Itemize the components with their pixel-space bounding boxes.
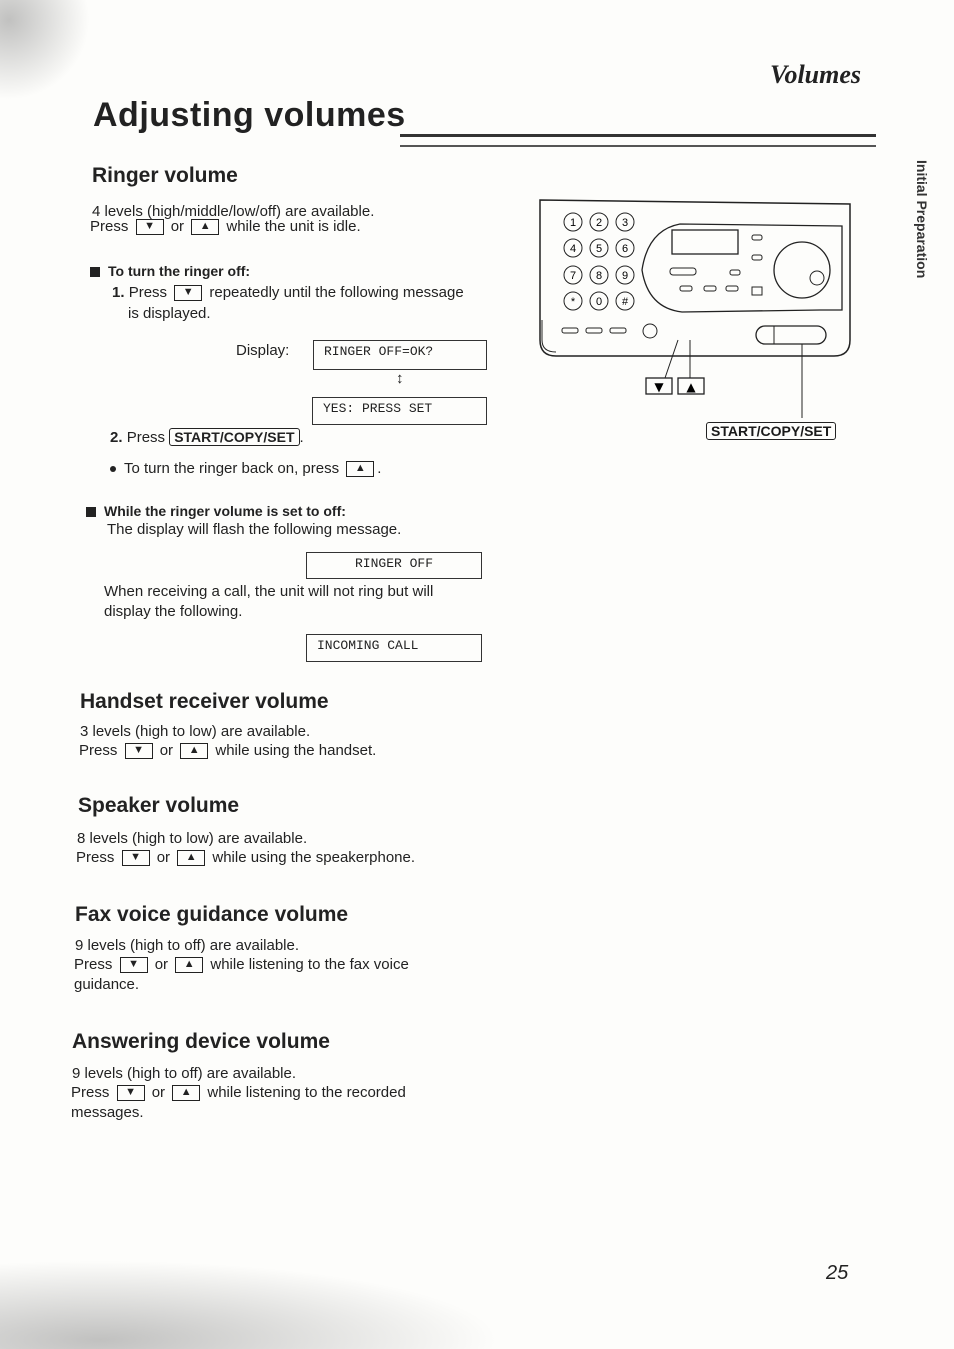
arrow-icon: ↕ — [396, 370, 404, 387]
or-text: or — [154, 956, 169, 973]
handset-press-line — [79, 742, 376, 760]
back-on-text: To turn the ringer back on, press — [124, 460, 340, 477]
key-1: 1 — [569, 217, 577, 229]
lcd-display-4: INCOMING CALL — [306, 634, 482, 662]
key-6: 6 — [621, 243, 629, 255]
while-off-heading — [86, 503, 346, 519]
press-text: Press — [76, 849, 115, 866]
key-star: * — [570, 296, 576, 308]
key-2: 2 — [595, 217, 603, 229]
answering-tail-2: messages. — [71, 1104, 144, 1121]
step-2-end: . — [299, 429, 304, 446]
panel-button — [680, 286, 692, 291]
up-key-icon: ▲ — [191, 219, 219, 235]
or-text: or — [159, 742, 174, 759]
ringer-heading: Ringer volume — [92, 164, 238, 187]
up-key-icon: ▲ — [175, 957, 203, 973]
panel-button — [752, 287, 762, 295]
fax-voice-tail-2: guidance. — [74, 976, 140, 993]
fax-voice-press-line — [74, 956, 409, 974]
fax-voice-levels: 9 levels (high to off) are available. — [75, 937, 300, 954]
scan-shadow-top — [0, 0, 90, 100]
speaker-heading: Speaker volume — [78, 794, 240, 817]
turn-off-text: To turn the ringer off: — [108, 263, 251, 279]
speaker-grille — [774, 242, 830, 298]
machine-edge — [542, 320, 556, 352]
fax-voice-heading: Fax voice guidance volume — [75, 903, 349, 926]
while-off-text: While the ringer volume is set to off: — [104, 503, 346, 519]
up-key-icon: ▲ — [177, 850, 205, 866]
key-9: 9 — [621, 270, 629, 282]
bullet-icon — [110, 466, 116, 472]
keypad — [564, 213, 634, 310]
or-text: or — [156, 849, 171, 866]
step-1 — [112, 284, 512, 302]
tail-text: while listening to the recorded — [207, 1084, 406, 1101]
turn-off-heading — [90, 263, 250, 279]
function-button — [586, 328, 602, 333]
step-2-press: Press — [126, 429, 166, 446]
down-key-icon: ▼ — [136, 219, 164, 235]
step-2-number: 2. — [110, 429, 123, 446]
press-text: Press — [74, 956, 113, 973]
display-label: Display: — [236, 342, 290, 359]
ringer-levels: 4 levels (high/middle/low/off) are available. — [92, 203, 375, 220]
start-copy-set-button-label: START/COPY/SET — [169, 428, 299, 446]
panel-button — [752, 235, 762, 240]
leader-line — [665, 340, 678, 378]
receiving-text-2: display the following. — [104, 603, 243, 620]
while-off-desc: The display will flash the following message. — [107, 521, 402, 538]
press-text: Press — [90, 218, 129, 235]
or-text: or — [170, 218, 185, 235]
press-text: Press — [79, 742, 118, 759]
up-key-icon: ▲ — [172, 1085, 200, 1101]
panel-button — [752, 255, 762, 260]
speaker-levels: 8 levels (high to low) are available. — [77, 830, 308, 847]
diagram-start-copy-set-label — [706, 422, 836, 441]
down-key-icon: ▼ — [122, 850, 150, 866]
side-tab: Initial Preparation — [914, 160, 930, 279]
lcd-screen — [672, 230, 738, 254]
up-arrow-icon: ▲ — [686, 380, 696, 394]
key-5: 5 — [595, 243, 603, 255]
panel-button — [704, 286, 716, 291]
or-text: or — [151, 1084, 166, 1101]
key-0: 0 — [595, 296, 603, 308]
back-on-end: . — [377, 460, 382, 477]
step-1-cont: is displayed. — [128, 305, 211, 322]
tail-text: while the unit is idle. — [226, 218, 361, 235]
tail-text: while listening to the fax voice — [210, 956, 409, 973]
down-key-icon: ▼ — [174, 285, 202, 301]
lcd-display-2: YES: PRESS SET — [312, 397, 487, 425]
speaker-press-line — [76, 849, 415, 867]
key-8: 8 — [595, 270, 603, 282]
answering-heading: Answering device volume — [72, 1030, 330, 1053]
handset-heading: Handset receiver volume — [80, 690, 329, 713]
answering-press-line — [71, 1084, 406, 1102]
dial-knob — [810, 271, 824, 285]
fax-machine-diagram — [530, 190, 860, 450]
start-copy-set-button-shape — [756, 326, 826, 344]
scan-shadow-bottom — [0, 1260, 500, 1349]
tail-text: while using the handset. — [215, 742, 377, 759]
title-rule — [400, 134, 876, 147]
lcd-display-3: RINGER OFF — [306, 552, 482, 579]
function-button — [643, 324, 657, 338]
step-2 — [110, 428, 304, 447]
step-1-press: Press — [128, 284, 168, 301]
key-hash: # — [621, 296, 629, 308]
function-button — [610, 328, 626, 333]
handset-levels: 3 levels (high to low) are available. — [80, 723, 311, 740]
up-key-icon: ▲ — [346, 461, 374, 477]
key-7: 7 — [569, 270, 577, 282]
square-bullet-icon — [90, 267, 100, 277]
lcd-display-1: RINGER OFF=OK? — [313, 340, 487, 370]
back-on-line — [110, 460, 381, 478]
step-1-text: repeatedly until the following message — [209, 284, 464, 301]
page-title: Adjusting volumes — [93, 96, 406, 134]
receiving-text-1: When receiving a call, the unit will not ring but will — [104, 583, 434, 600]
ringer-press-line — [90, 218, 361, 236]
function-button — [562, 328, 578, 333]
panel-button — [730, 270, 740, 275]
down-key-icon: ▼ — [120, 957, 148, 973]
down-key-icon: ▼ — [117, 1085, 145, 1101]
down-arrow-icon: ▼ — [654, 380, 664, 394]
panel-button — [726, 286, 738, 291]
start-copy-set-label: START/COPY/SET — [706, 422, 836, 440]
press-text: Press — [71, 1084, 110, 1101]
answering-levels: 9 levels (high to off) are available. — [72, 1065, 297, 1082]
panel-button — [670, 268, 696, 275]
up-key-icon: ▲ — [180, 743, 208, 759]
square-bullet-icon — [86, 507, 96, 517]
key-3: 3 — [621, 217, 629, 229]
page-number: 25 — [826, 1262, 849, 1284]
section-header: Volumes — [770, 60, 862, 89]
step-1-number: 1. — [112, 284, 125, 301]
down-key-icon: ▼ — [125, 743, 153, 759]
key-4: 4 — [569, 243, 577, 255]
tail-text: while using the speakerphone. — [212, 849, 416, 866]
